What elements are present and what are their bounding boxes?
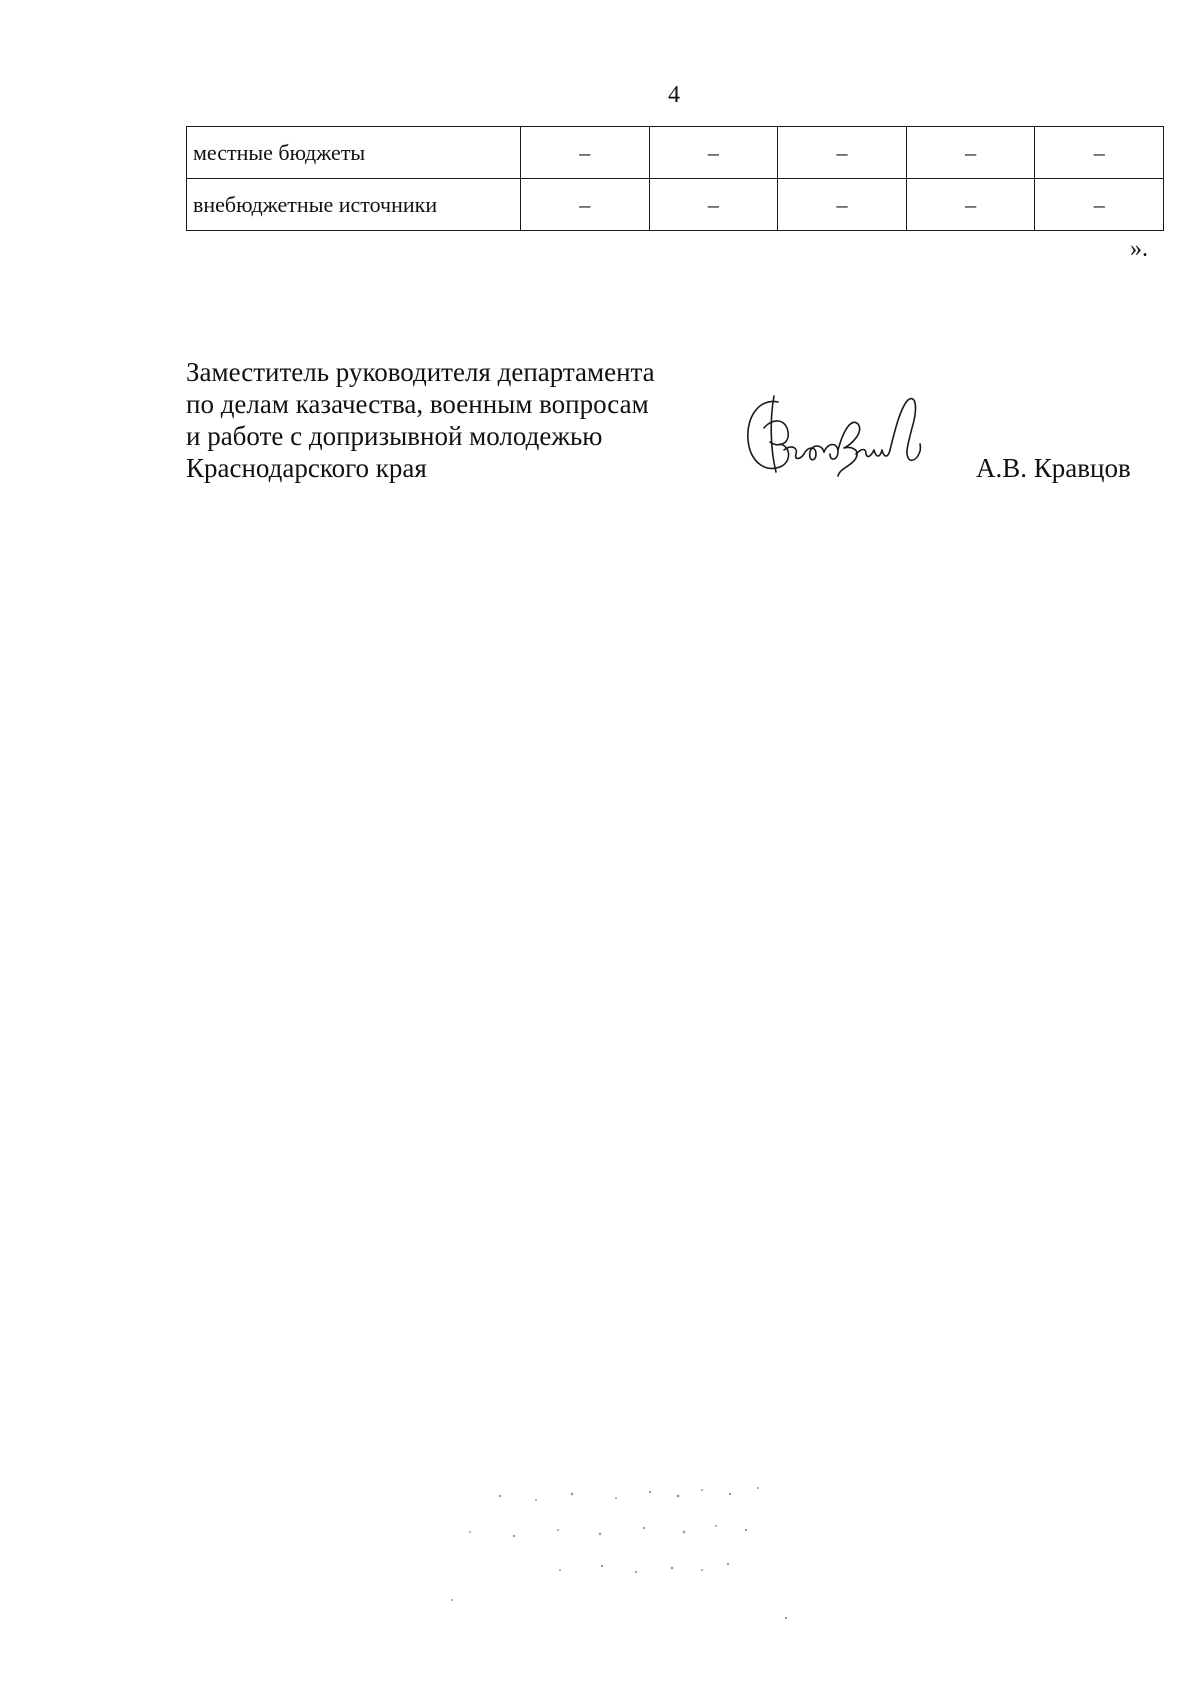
row-label: местные бюджеты — [187, 127, 521, 179]
table-cell: – — [906, 127, 1035, 179]
signatory-position — [186, 356, 655, 484]
table-row — [187, 127, 1164, 179]
signer-name: А.В. Кравцов — [976, 453, 1131, 483]
table-cell: – — [1035, 127, 1164, 179]
position-line: Заместитель руководителя департамента — [186, 357, 655, 387]
faint-stamp-marks — [440, 1480, 800, 1630]
table-row — [187, 179, 1164, 231]
table-cell: – — [521, 179, 650, 231]
page-number: 4 — [668, 82, 680, 108]
table-cell: – — [521, 127, 650, 179]
position-line: Краснодарского края — [186, 453, 427, 483]
closing-quote: ». — [1130, 236, 1148, 262]
position-line: по делам казачества, военным вопросам — [186, 389, 649, 419]
table-cell: – — [778, 179, 907, 231]
table-cell: – — [778, 127, 907, 179]
handwritten-signature — [740, 388, 930, 500]
table-cell: – — [1035, 179, 1164, 231]
table-cell: – — [649, 179, 778, 231]
table-cell: – — [906, 179, 1035, 231]
table-cell: – — [649, 127, 778, 179]
row-label: внебюджетные источники — [187, 179, 521, 231]
position-line: и работе с допризывной молодежью — [186, 421, 603, 451]
budget-table — [186, 126, 1164, 231]
